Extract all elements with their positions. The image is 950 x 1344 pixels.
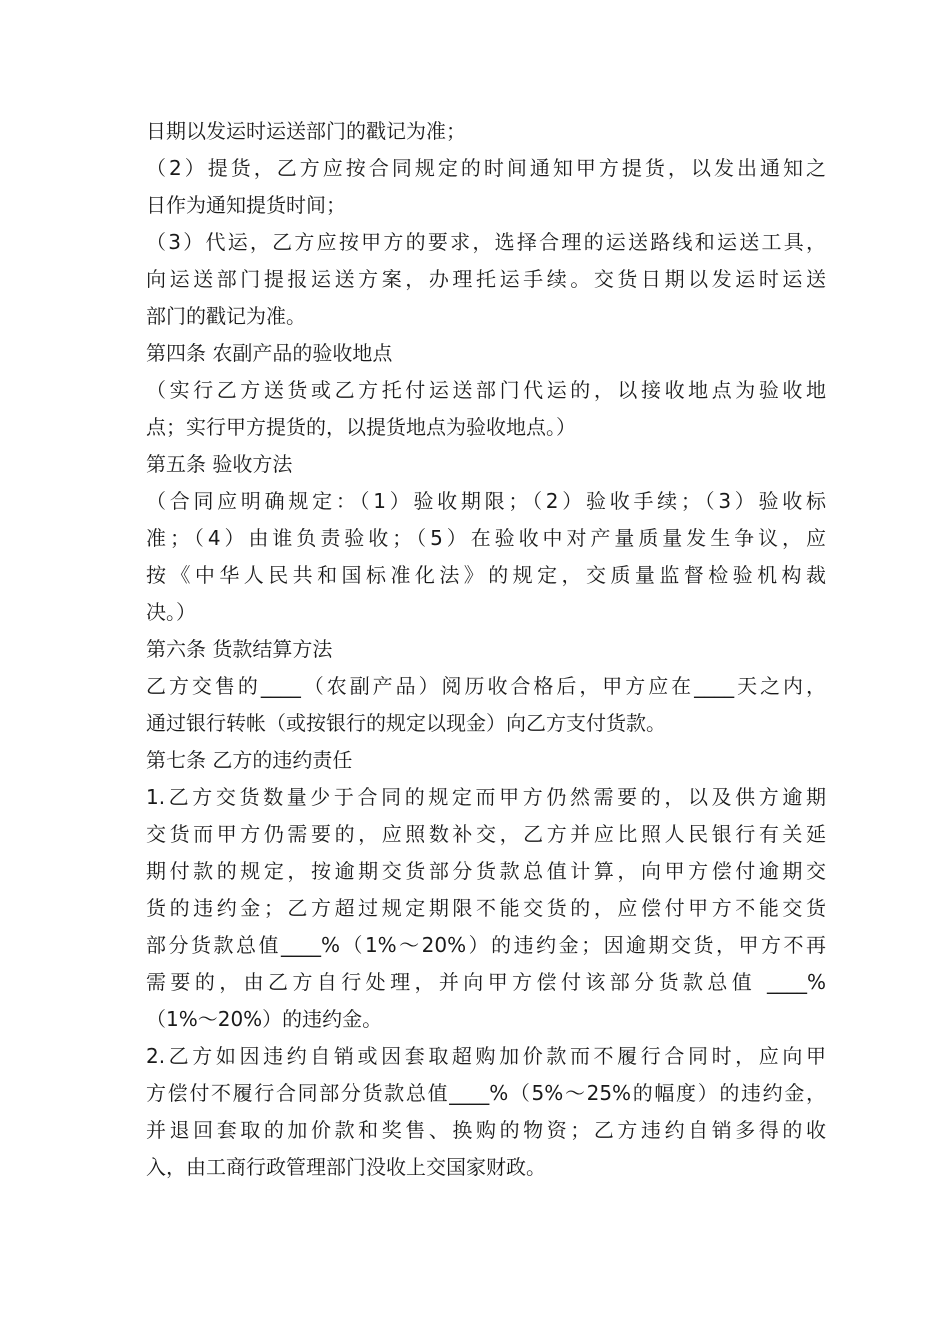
text-line: 部分货款总值____%（1%～20%）的违约金；因逾期交货，甲方不再 (146, 933, 826, 957)
text-line: 并退回套取的加价款和奖售、换购的物资；乙方违约自销多得的收 (146, 1118, 826, 1142)
text-line: 交货而甲方仍需要的，应照数补交，乙方并应比照人民银行有关延 (146, 822, 826, 846)
text-line: 方偿付不履行合同部分货款总值____%（5%～25%的幅度）的违约金， (146, 1081, 826, 1105)
text-line: 货的违约金；乙方超过规定期限不能交货的，应偿付甲方不能交货 (146, 896, 826, 920)
text-line: 决。） (146, 600, 196, 624)
text-line: （实行乙方送货或乙方托付运送部门代运的，以接收地点为验收地 (146, 378, 826, 402)
text-line: （3）代运，乙方应按甲方的要求，选择合理的运送路线和运送工具， (146, 230, 826, 254)
text-line: 期付款的规定，按逾期交货部分货款总值计算，向甲方偿付逾期交 (146, 859, 826, 883)
text-line: 按《中华人民共和国标准化法》的规定，交质量监督检验机构裁 (146, 563, 826, 587)
text-line: 部门的戳记为准。 (146, 304, 306, 328)
text-line: 1.乙方交货数量少于合同的规定而甲方仍然需要的，以及供方逾期 (146, 785, 826, 809)
text-line: 2.乙方如因违约自销或因套取超购加价款而不履行合同时，应向甲 (146, 1044, 826, 1068)
text-line: 通过银行转帐（或按银行的规定以现金）向乙方支付货款。 (146, 711, 666, 735)
text-line: 向运送部门提报运送方案，办理托运手续。交货日期以发运时运送 (146, 267, 826, 291)
section-heading: 第六条 货款结算方法 (146, 637, 333, 661)
text-line: 入，由工商行政管理部门没收上交国家财政。 (146, 1155, 546, 1179)
text-line: （1%～20%）的违约金。 (146, 1007, 383, 1031)
section-heading: 第四条 农副产品的验收地点 (146, 341, 393, 365)
document-page (146, 113, 826, 1186)
text-line: 乙方交售的____（农副产品）阅历收合格后，甲方应在____天之内， (146, 674, 826, 698)
section-heading: 第五条 验收方法 (146, 452, 293, 476)
section-heading: 第七条 乙方的违约责任 (146, 748, 353, 772)
text-line: 需要的，由乙方自行处理，并向甲方偿付该部分货款总值 ____% (146, 970, 826, 994)
text-line: 点；实行甲方提货的，以提货地点为验收地点。） (146, 415, 576, 439)
text-line: 日期以发运时运送部门的戳记为准； (146, 119, 466, 143)
text-line: （2）提货，乙方应按合同规定的时间通知甲方提货，以发出通知之 (146, 156, 826, 180)
text-line: （合同应明确规定：（1）验收期限；（2）验收手续；（3）验收标 (146, 489, 826, 513)
text-line: 准；（4）由谁负责验收；（5）在验收中对产量质量发生争议，应 (146, 526, 826, 550)
text-line: 日作为通知提货时间； (146, 193, 346, 217)
